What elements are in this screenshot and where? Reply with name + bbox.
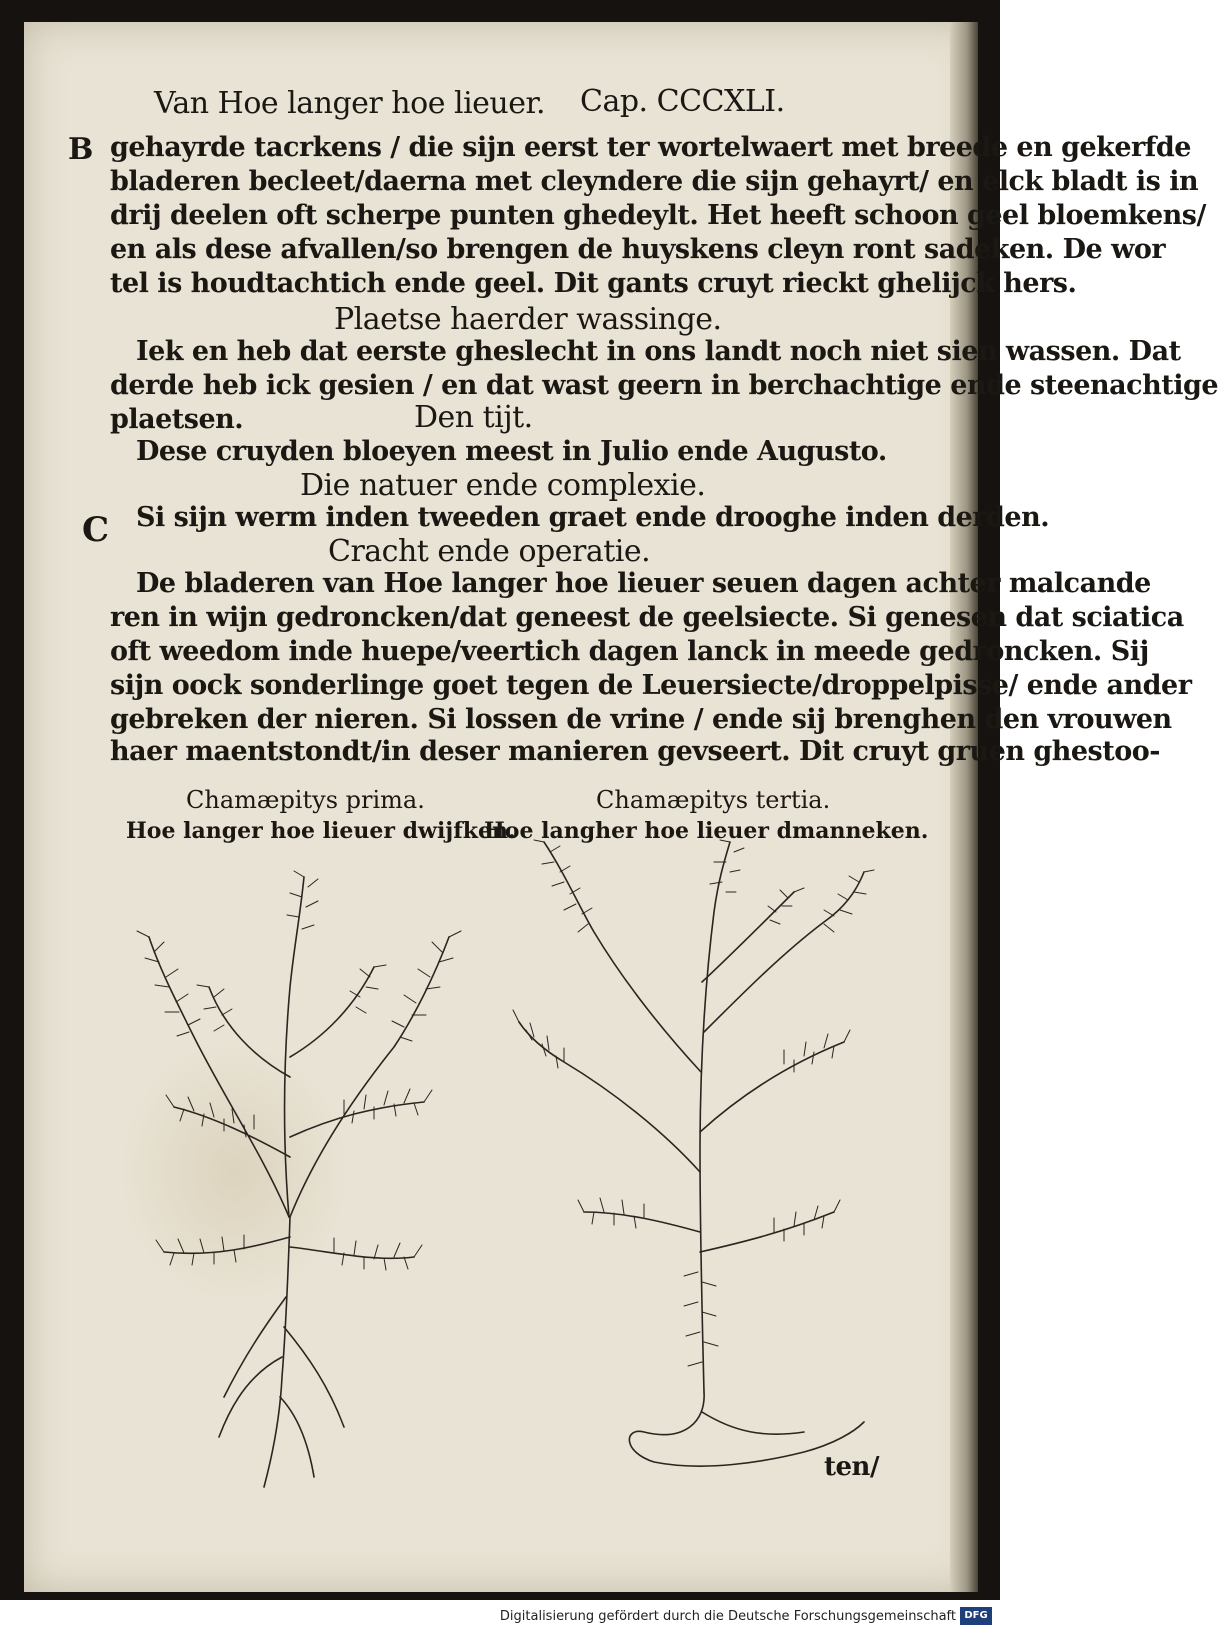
section-heading: Cracht ende operatie. bbox=[328, 534, 651, 569]
text-line: drij deelen oft scherpe punten ghedeylt. Het heeft schoon geel bloemkens/ bbox=[110, 200, 1206, 231]
dfg-logo: DFG bbox=[960, 1607, 992, 1625]
text-line: ren in wijn gedroncken/dat geneest de geelsiecte. Si genesen dat sciatica bbox=[110, 602, 1184, 633]
figure-left-dutch-caption: Hoe langer hoe lieuer dwijfken. bbox=[126, 818, 516, 844]
running-title: Van Hoe langer hoe lieuer. bbox=[154, 86, 546, 121]
text-line: Si sijn werm inden tweeden graet ende drooghe inden derden. bbox=[136, 502, 1050, 533]
text-line: bladeren becleet/daerna met cleyndere die sijn gehayrt/ en elck bladt is in bbox=[110, 166, 1199, 197]
text-line: derde heb ick gesien / en dat wast geern in berchachtige ende steenachtige bbox=[110, 370, 1218, 401]
figure-right-latin-caption: Chamæpitys tertia. bbox=[596, 786, 831, 814]
text-line: tel is houdtachtich ende geel. Dit gants cruyt rieckt ghelijck hers. bbox=[110, 268, 1077, 299]
text-line: De bladeren van Hoe langer hoe lieuer seuen dagen achter malcande bbox=[136, 568, 1151, 599]
chapter-number: Cap. CCCXLI. bbox=[580, 84, 785, 119]
margin-marker-b: B bbox=[68, 132, 94, 167]
footer-bar bbox=[0, 1600, 1000, 1637]
text-line: plaetsen. bbox=[110, 404, 244, 435]
footer-credit: Digitalisierung gefördert durch die Deutsche Forschungsgemeinschaft bbox=[499, 1609, 956, 1624]
text-line: Iek en heb dat eerste gheslecht in ons landt noch niet sien wassen. Dat bbox=[136, 336, 1181, 367]
section-heading: Die natuer ende complexie. bbox=[300, 468, 706, 503]
margin-marker-c: C bbox=[82, 510, 110, 550]
text-line: en als dese afvallen/so brengen de huyskens cleyn ront sadeken. De wor bbox=[110, 234, 1166, 265]
figure-left-latin-caption: Chamæpitys prima. bbox=[186, 786, 425, 814]
figure-right-dutch-caption: Hoe langher hoe lieuer dmanneken. bbox=[484, 818, 929, 844]
section-heading: Den tijt. bbox=[414, 400, 533, 435]
text-line: gebreken der nieren. Si lossen de vrine / ende sij brenghen den vrouwen bbox=[110, 704, 1172, 735]
woodcut-plant-right bbox=[504, 832, 884, 1482]
book-page bbox=[24, 22, 1218, 1592]
text-line: Dese cruyden bloeyen meest in Julio ende Augusto. bbox=[136, 436, 887, 467]
woodcut-plant-left bbox=[104, 857, 484, 1497]
text-line: sijn oock sonderlinge goet tegen de Leuersiecte/droppelpisse/ ende ander bbox=[110, 670, 1192, 701]
text-line: gehayrde tacrkens / die sijn eerst ter wortelwaert met breede en gekerfde bbox=[110, 132, 1191, 163]
section-heading: Plaetse haerder wassinge. bbox=[334, 302, 722, 337]
catchword: ten/ bbox=[824, 1452, 879, 1482]
text-line: oft weedom inde huepe/veertich dagen lanck in meede gedroncken. Sij bbox=[110, 636, 1149, 667]
text-line: haer maentstondt/in deser manieren gevseert. Dit cruyt gruen ghestoo- bbox=[110, 736, 1160, 767]
